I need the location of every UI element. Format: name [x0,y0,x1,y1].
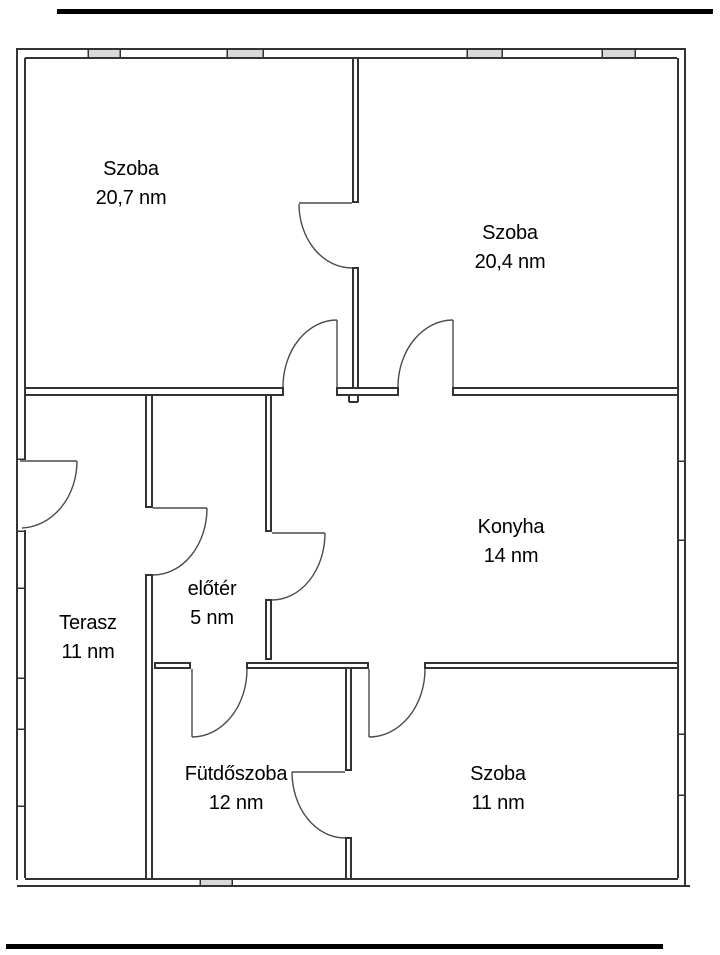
room-region-szoba-20-7 [26,60,352,387]
room-name: Fütdőszoba [184,763,288,785]
room-area: 5 nm [190,607,234,629]
room-area: 11 nm [61,641,115,663]
room-area: 12 nm [208,792,264,814]
window-top-4 [602,50,635,58]
room-name: Szoba [470,763,526,785]
room-name: Terasz [59,612,117,634]
room-region-konyha [272,396,677,662]
artifact-bar-bottom [6,944,663,949]
room-area: 20,7 nm [95,187,167,209]
window-top-3 [467,50,502,58]
room-name: Szoba [103,158,159,180]
room-area: 11 nm [471,792,525,814]
room-area: 14 nm [483,545,539,567]
room-label-terasz [59,609,117,667]
room-label-futdoszoba [185,760,288,818]
room-name: Konyha [477,516,545,538]
room-name: előtér [187,578,237,600]
room-label-szoba-20-4 [475,219,546,277]
room-label-konyha [478,513,545,571]
room-area: 20,4 nm [474,251,546,273]
window-top-1 [88,50,120,58]
room-label-szoba-11 [470,760,526,818]
room-label-eloter [188,575,237,633]
room-label-szoba-20-7 [96,155,167,213]
artifact-bar-top [57,9,713,14]
room-name: Szoba [482,222,538,244]
window-top-2 [227,50,263,58]
